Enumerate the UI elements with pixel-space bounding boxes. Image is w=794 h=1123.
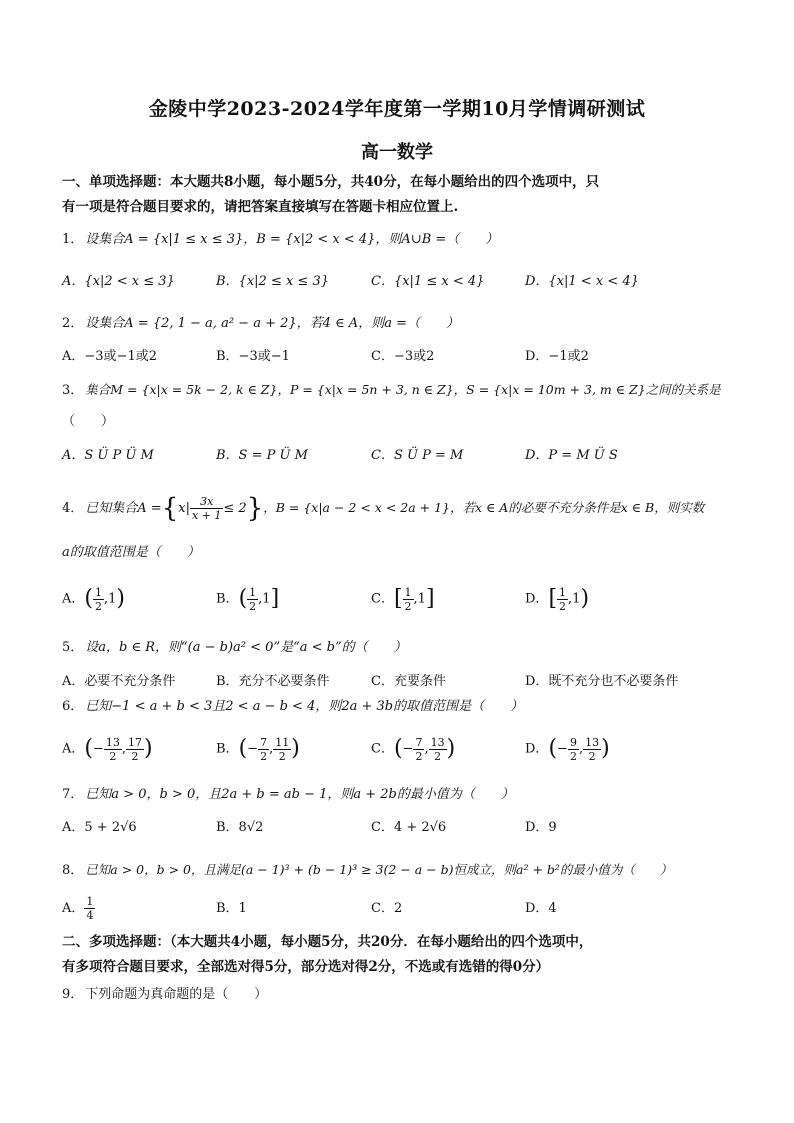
bracket-right: ) — [601, 736, 610, 761]
bracket-left: [ — [393, 586, 403, 611]
fraction — [273, 736, 291, 763]
option-d[interactable]: D．既不充分也不必要条件 — [525, 674, 679, 689]
question-3-continued — [62, 412, 742, 432]
question-stem: 已知a > 0，b > 0，且满足(a − 1)³ + (b − 1)³ ≥ 3(2 − a − b)恒成立，则a² + b²的最小值为（ ） — [85, 862, 673, 877]
fraction-denominator: 2 — [249, 599, 257, 613]
question-number: 8． — [62, 863, 84, 878]
bracket-right: ) — [446, 736, 456, 761]
question-stem: 设a，b ∈ R，则“(a − b)a² < 0”是“a < b”的（ ） — [85, 640, 407, 655]
question-3 — [62, 380, 742, 401]
fraction-numerator: 13 — [585, 735, 600, 749]
bracket-left: ( — [84, 586, 93, 611]
option-b[interactable]: B．8√2 — [216, 820, 264, 835]
option-a[interactable] — [62, 582, 125, 617]
section-heading-line: 一、单项选择题：本大题共8小题，每小题5分，共40分，在每小题给出的四个选项中，只 — [62, 174, 600, 190]
question-number: 2． — [62, 316, 84, 331]
option-c[interactable]: C．2 — [371, 901, 403, 916]
question-number: 6． — [62, 699, 84, 714]
fraction — [413, 736, 424, 763]
option-label: C． — [371, 741, 394, 757]
question-stem: 设集合A = {x|1 ≤ x ≤ 3}，B = {x|2 < x < 4}，则A∪B =（ ） — [85, 232, 499, 247]
fraction — [429, 736, 447, 763]
option-a[interactable]: A．(− $\frac{13}{2}$ , $\frac{17}{2}$ ) — [62, 735, 153, 763]
question-4 — [62, 490, 742, 527]
fraction — [258, 736, 269, 763]
option-label: D． — [525, 591, 549, 607]
fraction — [557, 586, 568, 613]
option-a[interactable] — [62, 892, 95, 926]
option-b[interactable]: B．(− $\frac{7}{2}$ , $\frac{11}{2}$ ) — [216, 735, 300, 763]
option-b[interactable]: B．1 — [216, 901, 247, 916]
question-stem-part: ，B = {x|a − 2 < x < 2a + 1}，若x ∈ A的必要不充分条件是x ∈ B，则实数 — [263, 500, 705, 515]
question-stem-part: 已知集合A = — [85, 501, 162, 516]
options-q4 — [62, 582, 742, 616]
fraction-denominator: 2 — [109, 749, 117, 763]
fraction-numerator: 3x — [190, 495, 223, 509]
options-q1 — [62, 270, 742, 294]
option-a[interactable]: A．5 + 2√6 — [62, 820, 137, 835]
bracket-right: ) — [291, 736, 300, 761]
question-6 — [62, 697, 742, 717]
bracket-right: ) — [580, 586, 590, 611]
fraction-denominator: 2 — [415, 749, 423, 763]
option-a[interactable]: A．S Ü P Ü M — [62, 448, 154, 463]
question-9 — [62, 985, 742, 1005]
question-7 — [62, 785, 742, 805]
option-b[interactable]: B．{x|2 ≤ x ≤ 3} — [216, 274, 329, 289]
question-stem-continued: a的取值范围是（ ） — [62, 545, 200, 560]
option-label: B． — [216, 741, 239, 757]
question-stem: 集合M = {x|x = 5k − 2, k ∈ Z}，P = {x|x = 5n + 3, n ∈ Z}，S = {x|x = 10m + 3, m ∈ Z}之间的关系是 — [85, 382, 721, 397]
fraction-numerator: 7 — [415, 735, 423, 749]
fraction — [126, 736, 144, 763]
fraction-denominator: 2 — [434, 749, 442, 763]
question-stem: 已知−1 < a + b < 3且2 < a − b < 4，则2a + 3b的取值范围是（ ） — [85, 699, 524, 714]
question-2 — [62, 314, 742, 334]
fraction — [403, 586, 414, 613]
set-variable: x| — [178, 501, 190, 516]
section-multi-choice — [62, 930, 730, 980]
fraction-denominator: 2 — [569, 749, 577, 763]
question-5 — [62, 638, 742, 658]
fraction-numerator: 1 — [86, 895, 94, 908]
option-label: A． — [62, 591, 85, 607]
question-stem: 已知a > 0，b > 0，且2a + b = ab − 1，则a + 2b的最小值为（ ） — [85, 787, 514, 802]
option-b[interactable]: B．S = P Ü M — [216, 448, 308, 463]
bracket-left: ( — [84, 736, 93, 761]
section-heading-line: 二、多项选择题：（本大题共4小题，每小题5分，共20分．在每小题给出的四个选项中， — [62, 934, 593, 950]
fraction-denominator: 4 — [86, 909, 94, 922]
option-c[interactable]: C．充要条件 — [371, 674, 446, 689]
fraction-numerator: 7 — [260, 735, 268, 749]
fraction — [583, 736, 601, 763]
option-d[interactable]: D．P = M Ü S — [525, 448, 618, 463]
option-c[interactable]: C．{x|1 ≤ x < 4} — [371, 274, 485, 289]
question-stem: 设集合A = {2, 1 − a, a² − a + 2}，若4 ∈ A，则a =（ ） — [85, 316, 459, 331]
option-label: D． — [525, 741, 549, 757]
exam-subtitle: 高一数学 — [361, 142, 433, 163]
fraction-denominator: 2 — [588, 749, 596, 763]
interval-tail: ,1 — [103, 591, 117, 607]
fraction-numerator: 13 — [430, 735, 445, 749]
question-number: 5． — [62, 640, 84, 655]
options-q8 — [62, 892, 742, 926]
fraction — [190, 495, 223, 522]
fraction-denominator: 2 — [404, 599, 412, 613]
interval-tail: ,1 — [568, 591, 581, 607]
fraction-numerator: 1 — [94, 585, 102, 599]
fraction-denominator: x + 1 — [191, 509, 222, 522]
option-b[interactable] — [216, 582, 279, 617]
fraction-denominator: 2 — [131, 749, 139, 763]
options-q6 — [62, 732, 742, 766]
exam-title: 金陵中学2023-2024学年度第一学期10月学情调研测试 — [148, 98, 646, 120]
fraction-numerator: 1 — [249, 585, 257, 599]
bracket-right: ) — [116, 586, 125, 611]
interval-tail: ,1 — [258, 591, 271, 607]
option-d[interactable]: D．{x|1 < x < 4} — [525, 274, 639, 289]
bracket-left: [ — [548, 586, 558, 611]
fraction-denominator: 2 — [260, 749, 268, 763]
section-heading-line: 有多项符合题目要求，全部选对得5分，部分选对得2分，不选或有选错的得0分） — [62, 959, 550, 975]
option-d[interactable]: D．−1或2 — [525, 349, 589, 364]
option-b[interactable]: B．充分不必要条件 — [216, 674, 330, 689]
brace-open: { — [161, 493, 179, 524]
question-number: 9． — [62, 987, 84, 1002]
section-single-choice — [62, 170, 730, 220]
question-number: 7． — [62, 787, 84, 802]
option-label: B． — [216, 591, 239, 607]
option-b[interactable]: B．−3或−1 — [216, 349, 290, 364]
option-a[interactable]: A．必要不充分条件 — [62, 674, 176, 689]
fraction-numerator: 11 — [275, 735, 290, 749]
fraction — [104, 736, 122, 763]
option-d[interactable] — [525, 582, 589, 617]
fraction — [84, 895, 95, 922]
bracket-right: ] — [425, 586, 435, 611]
option-label: C． — [371, 591, 394, 607]
set-condition: ≤ 2 — [223, 501, 247, 516]
bracket-left: ( — [393, 736, 403, 761]
option-c[interactable] — [371, 582, 435, 617]
options-q2 — [62, 345, 742, 369]
question-1 — [62, 230, 742, 250]
option-c[interactable]: C．(− $\frac{7}{2}$ , $\frac{13}{2}$ ) — [371, 735, 456, 763]
option-c[interactable]: C．4 + 2√6 — [371, 820, 447, 835]
option-d[interactable]: D．9 — [525, 820, 557, 835]
options-q3 — [62, 444, 742, 468]
option-d[interactable]: D．4 — [525, 901, 557, 916]
question-number: 3． — [62, 383, 84, 398]
question-8 — [62, 860, 742, 881]
question-number: 4． — [62, 501, 84, 516]
section-heading-line: 有一项是符合题目要求的，请把答案直接填写在答题卡相应位置上. — [62, 199, 459, 215]
bracket-left: ( — [238, 736, 248, 761]
question-4-continued — [62, 543, 742, 563]
fraction-numerator: 17 — [128, 735, 143, 749]
options-q5 — [62, 670, 742, 694]
fraction-denominator: 2 — [278, 749, 286, 763]
fraction-denominator: 2 — [559, 599, 567, 613]
option-c[interactable]: C．S Ü P = M — [371, 448, 464, 463]
option-a[interactable]: A．−3或−1或2 — [62, 349, 157, 364]
option-a[interactable]: A．{x|2 < x ≤ 3} — [62, 274, 175, 289]
fraction-numerator: 13 — [105, 735, 120, 749]
option-label: A． — [62, 901, 85, 916]
option-c[interactable]: C．−3或2 — [371, 349, 435, 364]
bracket-left: ( — [548, 736, 558, 761]
bracket-right: ) — [144, 736, 153, 761]
fraction — [247, 586, 258, 613]
fraction-numerator: 9 — [569, 735, 577, 749]
interval-tail: ,1 — [413, 591, 426, 607]
question-stem: 下列命题为真命题的是（ ） — [85, 987, 268, 1002]
fraction-denominator: 2 — [94, 599, 102, 613]
brace-close: } — [246, 493, 264, 524]
option-d[interactable]: D．(− $\frac{9}{2}$ , $\frac{13}{2}$ ) — [525, 735, 610, 763]
fraction-numerator: 1 — [559, 585, 567, 599]
fraction — [568, 736, 579, 763]
question-stem-continued: （ ） — [62, 414, 115, 429]
option-label: A． — [62, 741, 85, 757]
fraction-numerator: 1 — [404, 585, 412, 599]
bracket-left: ( — [238, 586, 248, 611]
bracket-right: ] — [270, 586, 280, 611]
fraction — [93, 586, 104, 613]
question-number: 1． — [62, 232, 84, 247]
options-q7 — [62, 816, 742, 840]
